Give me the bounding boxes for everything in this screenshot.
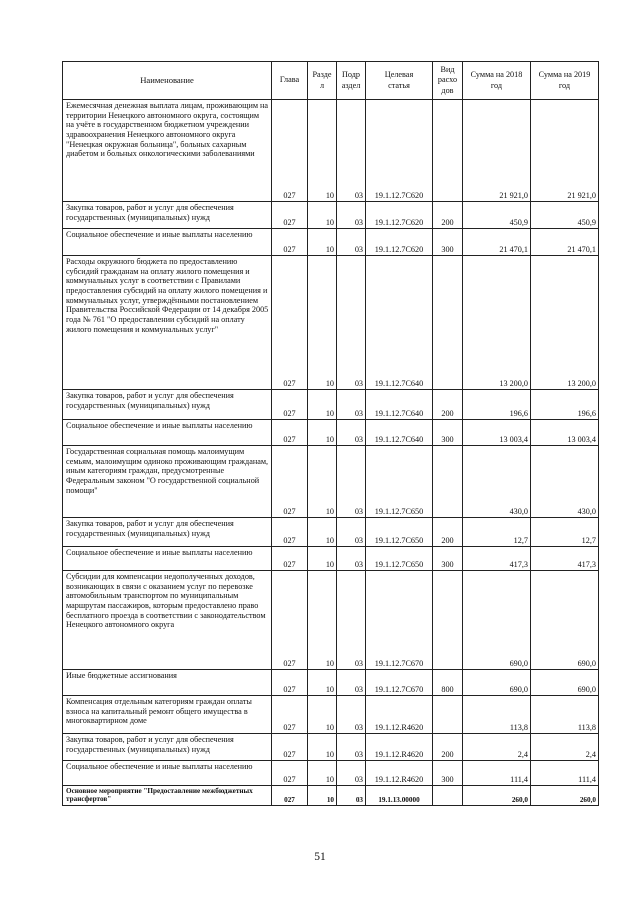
- row-vid: [433, 446, 463, 518]
- table-row: [63, 571, 599, 670]
- row-podrazdel: 03: [337, 786, 366, 806]
- row-sum-2019: 260,0: [531, 786, 599, 806]
- row-celevaya: 19.1.12.7С640: [366, 390, 433, 420]
- table-row: [63, 670, 599, 696]
- row-glava: 027: [272, 202, 308, 229]
- table-row: [63, 390, 599, 420]
- row-sum-2018: 260,0: [463, 786, 531, 806]
- row-glava: 027: [272, 761, 308, 786]
- row-name: Закупка товаров, работ и услуг для обеспечения государственных (муниципальных) нужд: [63, 390, 272, 420]
- row-razdel: 10: [308, 761, 337, 786]
- row-podrazdel: 03: [337, 761, 366, 786]
- row-razdel: 10: [308, 734, 337, 761]
- row-razdel: 10: [308, 256, 337, 390]
- row-glava: 027: [272, 229, 308, 256]
- row-name: Компенсация отдельным категориям граждан оплаты взноса на капитальный ремонт общего имущества в многоквартирном доме: [63, 696, 272, 734]
- row-glava: 027: [272, 696, 308, 734]
- row-vid: [433, 571, 463, 670]
- budget-table: [62, 61, 599, 806]
- row-glava: 027: [272, 571, 308, 670]
- row-sum-2018: 21 921,0: [463, 100, 531, 202]
- row-name: Социальное обеспечение и иные выплаты населению: [63, 761, 272, 786]
- row-sum-2019: 113,8: [531, 696, 599, 734]
- row-name: Расходы окружного бюджета по предоставлению субсидий гражданам на оплату жилого помещения и коммунальных услуг в соответствии с Правилами предоставления субсидий на оплату жилого помещения и коммунальных услуг, утверждёнными постановлением Правительства Российской Федерации от 14 декабря 2005 года № 761 "О предоставлении субсидий на оплату жилого помещения и коммунальных услуг": [63, 256, 272, 390]
- row-sum-2019: 13 003,4: [531, 420, 599, 446]
- table-row: [63, 420, 599, 446]
- row-podrazdel: 03: [337, 670, 366, 696]
- row-razdel: 10: [308, 696, 337, 734]
- row-glava: 027: [272, 786, 308, 806]
- table-row: [63, 446, 599, 518]
- row-razdel: 10: [308, 420, 337, 446]
- row-sum-2018: 450,9: [463, 202, 531, 229]
- row-vid: [433, 256, 463, 390]
- row-sum-2018: 113,8: [463, 696, 531, 734]
- row-sum-2019: 690,0: [531, 571, 599, 670]
- row-vid: 300: [433, 761, 463, 786]
- row-podrazdel: 03: [337, 734, 366, 761]
- row-podrazdel: 03: [337, 696, 366, 734]
- row-podrazdel: 03: [337, 229, 366, 256]
- header-razdel: Разде л: [308, 62, 337, 100]
- row-podrazdel: 03: [337, 100, 366, 202]
- row-glava: 027: [272, 670, 308, 696]
- row-vid: [433, 100, 463, 202]
- header-sum-2018: Сумма на 2018 год: [463, 62, 531, 100]
- row-vid: 300: [433, 547, 463, 571]
- row-sum-2019: 417,3: [531, 547, 599, 571]
- table-row: [63, 202, 599, 229]
- row-podrazdel: 03: [337, 420, 366, 446]
- row-celevaya: 19.1.12.R4620: [366, 734, 433, 761]
- row-celevaya: 19.1.12.7С620: [366, 100, 433, 202]
- header-podrazdel: Подр аздел: [337, 62, 366, 100]
- row-podrazdel: 03: [337, 547, 366, 571]
- row-name: Закупка товаров, работ и услуг для обеспечения государственных (муниципальных) нужд: [63, 734, 272, 761]
- row-vid: 300: [433, 420, 463, 446]
- row-sum-2018: 13 200,0: [463, 256, 531, 390]
- header-name: Наименование: [63, 62, 272, 100]
- row-sum-2018: 196,6: [463, 390, 531, 420]
- row-name: Ежемесячная денежная выплата лицам, проживающим на территории Ненецкого автономного округа, состоящим на учёте в государственном бюджетном учреждении здравоохранения Ненецкого автономного округа "Ненецкая окружная больница", больных сахарным диабетом и больных онкологическими заболеваниями: [63, 100, 272, 202]
- row-name: Субсидии для компенсации недополученных доходов, возникающих в связи с оказанием услуг по перевозке автомобильным транспортом по муниципальным маршрутам пассажиров, которым предоставлено право бесплатного проезда в соответствии с законодательством Ненецкого автономного округа: [63, 571, 272, 670]
- row-vid: 800: [433, 670, 463, 696]
- row-sum-2019: 111,4: [531, 761, 599, 786]
- row-razdel: 10: [308, 518, 337, 547]
- row-razdel: 10: [308, 547, 337, 571]
- row-name: Социальное обеспечение и иные выплаты населению: [63, 547, 272, 571]
- row-sum-2019: 196,6: [531, 390, 599, 420]
- row-podrazdel: 03: [337, 256, 366, 390]
- row-sum-2018: 417,3: [463, 547, 531, 571]
- row-sum-2019: 21 470,1: [531, 229, 599, 256]
- row-name: Социальное обеспечение и иные выплаты населению: [63, 229, 272, 256]
- row-vid: [433, 786, 463, 806]
- row-glava: 027: [272, 100, 308, 202]
- row-celevaya: 19.1.12.7С670: [366, 571, 433, 670]
- row-sum-2018: 2,4: [463, 734, 531, 761]
- row-sum-2019: 430,0: [531, 446, 599, 518]
- table-row: [63, 786, 599, 806]
- header-celevaya: Целевая статья: [366, 62, 433, 100]
- row-podrazdel: 03: [337, 202, 366, 229]
- row-celevaya: 19.1.12.7С640: [366, 256, 433, 390]
- row-podrazdel: 03: [337, 446, 366, 518]
- row-celevaya: 19.1.12.7С640: [366, 420, 433, 446]
- table-row: [63, 734, 599, 761]
- row-name: Закупка товаров, работ и услуг для обеспечения государственных (муниципальных) нужд: [63, 202, 272, 229]
- row-podrazdel: 03: [337, 390, 366, 420]
- table-row: [63, 518, 599, 547]
- row-name: Закупка товаров, работ и услуг для обеспечения государственных (муниципальных) нужд: [63, 518, 272, 547]
- row-sum-2018: 13 003,4: [463, 420, 531, 446]
- row-name: Государственная социальная помощь малоимущим семьям, малоимущим одиноко проживающим гражданам, иным категориям граждан, предусмотренные Федеральным законом "О государственной социальной помощи": [63, 446, 272, 518]
- header-glava: Глава: [272, 62, 308, 100]
- table-row: [63, 256, 599, 390]
- table-row: [63, 696, 599, 734]
- table-row: [63, 100, 599, 202]
- row-razdel: 10: [308, 229, 337, 256]
- row-sum-2018: 111,4: [463, 761, 531, 786]
- row-glava: 027: [272, 446, 308, 518]
- row-glava: 027: [272, 390, 308, 420]
- row-sum-2019: 12,7: [531, 518, 599, 547]
- row-razdel: 10: [308, 446, 337, 518]
- row-sum-2018: 690,0: [463, 571, 531, 670]
- row-sum-2018: 430,0: [463, 446, 531, 518]
- table-row: [63, 761, 599, 786]
- row-vid: 300: [433, 229, 463, 256]
- row-celevaya: 19.1.12.R4620: [366, 696, 433, 734]
- row-razdel: 10: [308, 202, 337, 229]
- row-sum-2018: 21 470,1: [463, 229, 531, 256]
- row-glava: 027: [272, 734, 308, 761]
- row-glava: 027: [272, 518, 308, 547]
- table-body: [63, 100, 599, 806]
- table-row: [63, 547, 599, 571]
- row-celevaya: 19.1.12.R4620: [366, 761, 433, 786]
- row-name: Основное мероприятие "Предоставление межбюджетных трансфертов": [63, 786, 272, 806]
- table-header-row: [63, 62, 599, 100]
- row-glava: 027: [272, 420, 308, 446]
- row-sum-2019: 2,4: [531, 734, 599, 761]
- row-celevaya: 19.1.12.7С650: [366, 547, 433, 571]
- table-row: [63, 229, 599, 256]
- row-podrazdel: 03: [337, 571, 366, 670]
- row-razdel: 10: [308, 786, 337, 806]
- row-celevaya: 19.1.12.7С670: [366, 670, 433, 696]
- row-vid: 200: [433, 390, 463, 420]
- row-celevaya: 19.1.12.7С620: [366, 229, 433, 256]
- row-razdel: 10: [308, 100, 337, 202]
- row-sum-2018: 12,7: [463, 518, 531, 547]
- row-glava: 027: [272, 547, 308, 571]
- row-vid: [433, 696, 463, 734]
- row-razdel: 10: [308, 571, 337, 670]
- row-celevaya: 19.1.12.7С650: [366, 446, 433, 518]
- row-sum-2018: 690,0: [463, 670, 531, 696]
- row-razdel: 10: [308, 390, 337, 420]
- row-celevaya: 19.1.12.7С620: [366, 202, 433, 229]
- row-sum-2019: 450,9: [531, 202, 599, 229]
- row-podrazdel: 03: [337, 518, 366, 547]
- row-glava: 027: [272, 256, 308, 390]
- row-vid: 200: [433, 202, 463, 229]
- header-vid: Вид расхо дов: [433, 62, 463, 100]
- row-celevaya: 19.1.12.7С650: [366, 518, 433, 547]
- header-sum-2019: Сумма на 2019 год: [531, 62, 599, 100]
- row-vid: 200: [433, 734, 463, 761]
- row-name: Социальное обеспечение и иные выплаты населению: [63, 420, 272, 446]
- row-celevaya: 19.1.13.00000: [366, 786, 433, 806]
- row-sum-2019: 690,0: [531, 670, 599, 696]
- row-razdel: 10: [308, 670, 337, 696]
- row-sum-2019: 21 921,0: [531, 100, 599, 202]
- page-number: 51: [314, 851, 326, 863]
- row-sum-2019: 13 200,0: [531, 256, 599, 390]
- row-name: Иные бюджетные ассигнования: [63, 670, 272, 696]
- row-vid: 200: [433, 518, 463, 547]
